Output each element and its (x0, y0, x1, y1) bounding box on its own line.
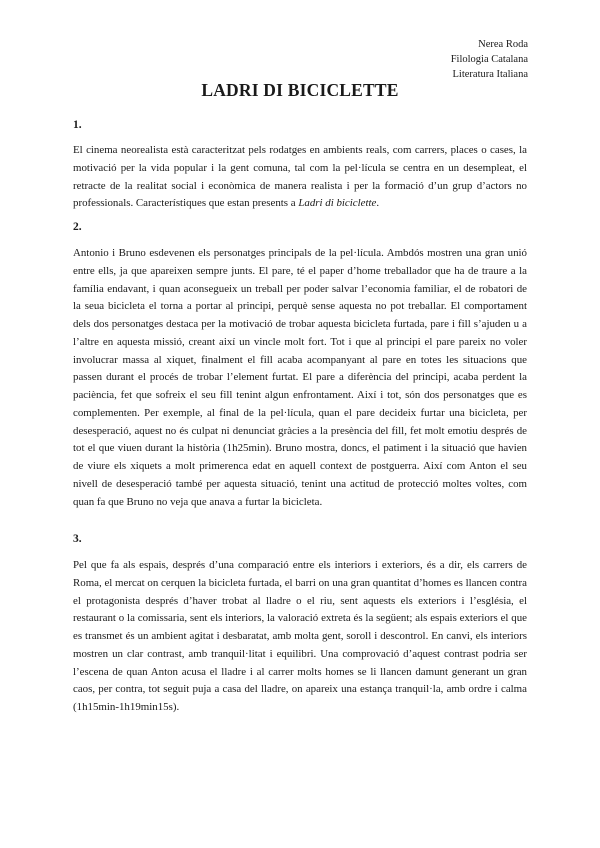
document-title: LADRI DI BICICLETTE (201, 80, 399, 100)
author-course: Literatura Italiana (452, 69, 528, 80)
section-1-text-end: . (376, 197, 380, 210)
section-3-heading: 3. (73, 533, 82, 545)
section-1-paragraph (73, 142, 527, 213)
section-2-heading: 2. (73, 221, 82, 233)
section-1-text: El cinema neorealista està caracteritzat pels rodatges en ambients reals, com carrers, places o cases, la motivació per la vida popular i la gent comuna, tal com la pel·lícula se centra en un desempleat, el retracte de la realitat social i econòmica de manera realista i per la formació d’un grup d’actors no professionals. Característiques que estan presents a (73, 144, 527, 210)
film-title: Ladri di biciclette (298, 197, 377, 210)
section-2-paragraph: Antonio i Bruno esdevenen els personatges principals de la pel·lícula. Ambdós mostren una gran unió entre ells, ja que apareixen sempre junts. El pare, té el paper d’home treballador que ha de traure a la família endavant, i quan aconsegueix un treball per poder salvar l’economia familiar, el de robatori de la seua bicicleta el torna a portar al principi, perquè sense aquesta no pot treballar. El comportament dels dos personatges destaca per la motivació de trobar aquesta bicicleta furtada, pare i fill s’ajuden u a l’altre en aquesta missió, creant així un vincle molt fort. Tot i que al principi el pare pareix no voler involucrar massa al xiquet, finalment el fill acaba acompanyant al pare en totes les situacions que passen durant el procés de trobar l’element furtat. El pare a diferència del principi, acaba perdent la paciència, fet que sofreix el seu fill tenint algun enfrontament. Així i tot, són dos personatges que es complementen. Per exemple, al final de la pel·lícula, quan el pare decideix furtar una bicicleta, per desesperació, aquest no és culpat ni denunciat gràcies a la presència del fill, fet molt emotiu després de tot el que viuen durant la història (1h25min). Bruno mostra, doncs, el patiment i la situació que havien de viure els xiquets a molt primerenca edat en aquell context de postguerra. Així com Anton el seu nivell de desesperació també per aquesta situació, tenint una actitud de protecció moltes voltes, com quan fa que Bruno no veja que anava a furtar la bicicleta. (73, 247, 527, 508)
section-1-heading: 1. (73, 119, 82, 131)
author-name: Nerea Roda (478, 39, 528, 50)
author-department: Filologia Catalana (450, 54, 528, 65)
author-block (451, 37, 528, 82)
section-3-paragraph: Pel que fa als espais, després d’una comparació entre els interiors i exteriors, és a dir, els carrers de Roma, el mercat on cerquen la bicicleta furtada, el barri on una gran quantitat d’homes es llancen contra el protagonista després d’haver trobat al lladre o el riu, sent aquests els exteriors i l’església, el restaurant o la comissaria, sent els interiors, la valoració extreta és la següent; als espais exteriors el que es transmet és un ambient agitat i desbaratat, amb molta gent, soroll i descontrol. En canvi, els interiors mostren un clar contrast, amb tranquil·litat i equilibri. Una comprovació d’aquest contrast podria ser l’escena de quan Anton acusa el lladre i al carrer molts homes se li llancen damunt generant un gran caos, per contra, tot seguit puja a casa del lladre, on apareix una estança tranquil·la, amb ordre i calma (1h15min-1h19min15s). (73, 559, 527, 713)
